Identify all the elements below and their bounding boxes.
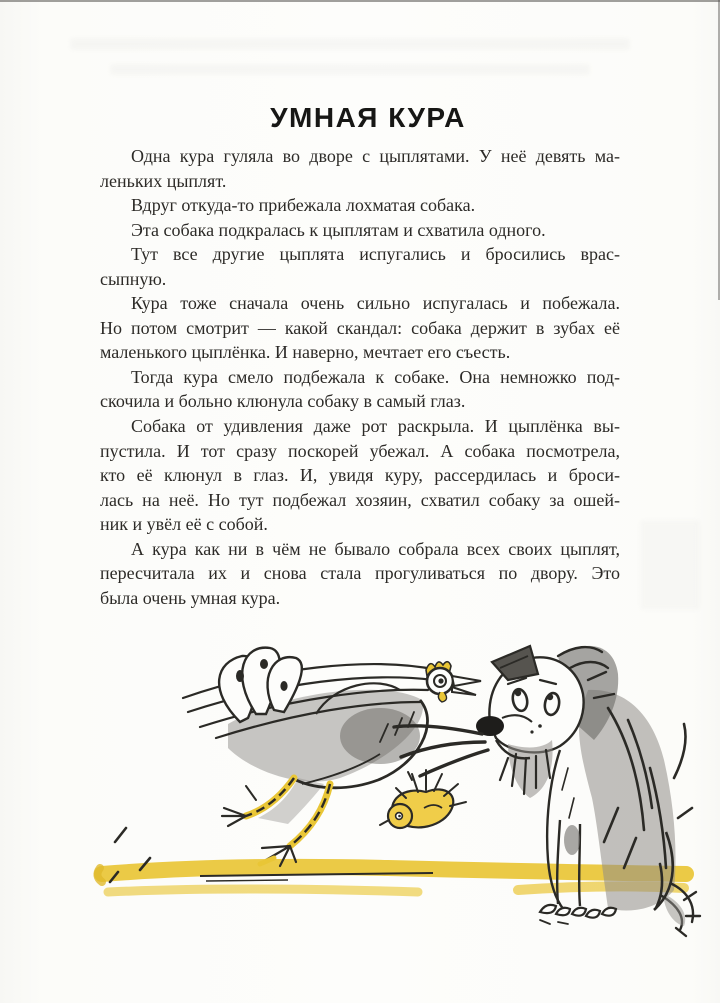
reverse-side-showthrough bbox=[70, 38, 630, 50]
text-line: маленького цыплёнка. И наверно, мечтает его съесть. bbox=[100, 342, 511, 363]
text-line: пересчитала их и снова стала прогуливаться по двору. Это bbox=[100, 563, 620, 584]
chick-figure bbox=[380, 770, 466, 828]
hen-head bbox=[426, 662, 481, 702]
text-line: Кура тоже сначала очень сильно испугалась и побежала. bbox=[131, 293, 620, 314]
reverse-side-showthrough bbox=[110, 64, 590, 75]
text-line: Тогда кура смело подбежала к собаке. Она немножко под- bbox=[131, 366, 620, 387]
text-line: скочила и больно клюнула собаку в самый глаз. bbox=[100, 391, 466, 412]
reverse-side-showthrough bbox=[640, 520, 700, 610]
text-line: Одна кура гуляла во дворе с цыплятами. У неё девять ма- bbox=[131, 146, 620, 166]
text-line: была очень умная кура. bbox=[100, 587, 281, 608]
text-line: Эта собака подкралась к цыплятам и схватила одного. bbox=[131, 219, 546, 240]
text-line: леньких цыплят. bbox=[100, 170, 227, 191]
text-line: лась на неё. Но тут подбежал хозяин, схватил собаку за ошей- bbox=[100, 489, 620, 510]
page-title: УМНАЯ КУРА bbox=[270, 102, 466, 133]
text-line: Но потом смотрит — какой скандал: собака держит в зубах её bbox=[100, 317, 620, 338]
text-line: А кура как ни в чём не бывало собрала всех своих цыплят, bbox=[131, 538, 620, 559]
text-line: кто её клюнул в глаз. И, увидя куру, рассердилась и броси- bbox=[100, 465, 620, 486]
text-line: сыпную. bbox=[100, 268, 167, 289]
text-line: ник и увёл её с собой. bbox=[100, 514, 268, 535]
hen-figure bbox=[183, 648, 481, 866]
text-line: Вдруг откуда-то прибежала лохматая собака. bbox=[131, 195, 476, 216]
ground-wash bbox=[97, 867, 686, 892]
story-illustration bbox=[88, 628, 702, 948]
page-top-edge bbox=[0, 0, 720, 2]
text-line: пустила. И тот сразу поскорей убежал. А собака посмотрела, bbox=[100, 440, 620, 461]
text-block bbox=[100, 144, 620, 610]
text-line: Тут все другие цыплята испугались и бросились врас- bbox=[131, 244, 620, 265]
text-line: Собака от удивления даже рот раскрыла. И цыплёнка вы- bbox=[131, 416, 620, 437]
